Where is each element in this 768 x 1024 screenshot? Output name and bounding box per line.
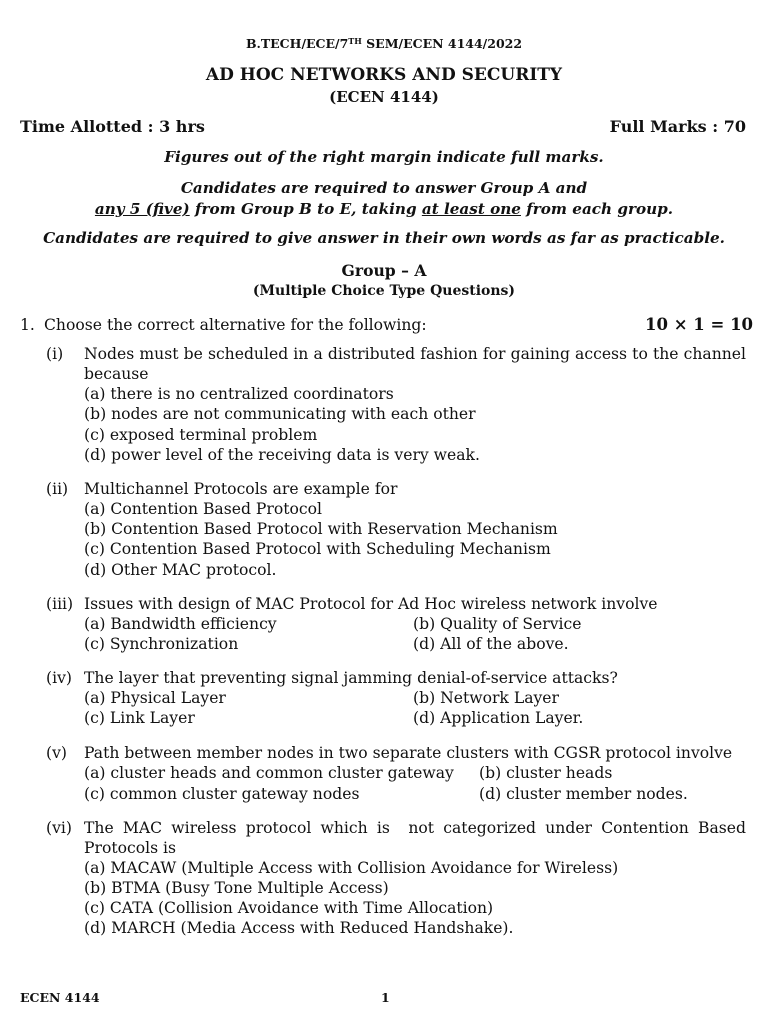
option-a: (a) Physical Layer	[84, 689, 226, 707]
option-a: (a) Bandwidth efficiency	[84, 615, 277, 633]
item-number: (iv)	[46, 669, 72, 687]
option-c: (c) Synchronization	[84, 635, 239, 653]
instruction-line-2: Candidates are required to answer Group A and	[180, 179, 588, 197]
group-title: Group – A	[341, 261, 427, 280]
paper-code	[0, 36, 768, 51]
item-number: (vi)	[46, 819, 72, 837]
option-d: (d) cluster member nodes.	[479, 785, 688, 803]
item-number: (i)	[46, 345, 64, 363]
option-c: (c) Contention Based Protocol with Scheduling Mechanism	[84, 540, 551, 558]
option-d: (d) power level of the receiving data is very weak.	[84, 446, 480, 464]
option-a: (a) cluster heads and common cluster gateway	[84, 764, 454, 782]
question-text: Choose the correct alternative for the following:	[44, 316, 427, 334]
option-d: (d) MARCH (Media Access with Reduced Handshake).	[84, 919, 514, 937]
item-question-line: Nodes must be scheduled in a distributed fashion for gaining access to the channel	[84, 345, 746, 363]
item-question-line: Issues with design of MAC Protocol for Ad Hoc wireless network involve	[84, 595, 658, 613]
time-allotted: Time Allotted : 3 hrs	[20, 117, 205, 136]
option-b: (b) Quality of Service	[413, 615, 582, 633]
option-d: (d) Other MAC protocol.	[84, 561, 277, 579]
option-b: (b) Network Layer	[413, 689, 559, 707]
option-a: (a) Contention Based Protocol	[84, 500, 322, 518]
group-subtitle: (Multiple Choice Type Questions)	[252, 283, 516, 299]
instruction-at-least-one: at least one	[421, 200, 521, 218]
option-c: (c) CATA (Collision Avoidance with Time Allocation)	[84, 899, 494, 917]
instruction-any-five: any 5 (five)	[94, 200, 190, 218]
instruction-line-3-end: from each group.	[520, 200, 674, 218]
footer-course-code: ECEN 4144	[20, 990, 100, 1005]
option-a: (a) there is no centralized coordinators	[84, 385, 394, 403]
option-d: (d) All of the above.	[413, 635, 569, 653]
option-b: (b) cluster heads	[479, 764, 613, 782]
item-number: (iii)	[46, 595, 74, 613]
paper-code-sup: TH	[348, 36, 362, 46]
item-question-line: The layer that preventing signal jamming denial-of-service attacks?	[84, 669, 618, 687]
item-number: (ii)	[46, 480, 69, 498]
option-c: (c) Link Layer	[84, 709, 195, 727]
item-number: (v)	[46, 744, 67, 762]
paper-title: AD HOC NETWORKS AND SECURITY	[205, 65, 563, 85]
option-a: (a) MACAW (Multiple Access with Collision Avoidance for Wireless)	[84, 859, 619, 877]
full-marks: Full Marks : 70	[609, 117, 746, 136]
instruction-line-3	[0, 200, 768, 218]
item-question-line: Path between member nodes in two separate clusters with CGSR protocol involve	[84, 744, 733, 762]
item-question-line: The MAC wireless protocol which is not categorized under Contention Based	[84, 819, 746, 837]
option-d: (d) Application Layer.	[413, 709, 584, 727]
instruction-line-1: Figures out of the right margin indicate full marks.	[164, 148, 604, 166]
option-c: (c) common cluster gateway nodes	[84, 785, 360, 803]
instruction-line-3-mid: from Group B to E, taking	[189, 200, 422, 218]
option-b: (b) Contention Based Protocol with Reservation Mechanism	[84, 520, 558, 538]
question-number: 1.	[20, 316, 35, 334]
option-b: (b) nodes are not communicating with each other	[84, 405, 476, 423]
instruction-line-4: Candidates are required to give answer in their own words as far as practicable.	[43, 229, 725, 247]
paper-subtitle: (ECEN 4144)	[329, 88, 439, 106]
page-number: 1	[381, 990, 390, 1005]
item-question-line: Multichannel Protocols are example for	[84, 480, 398, 498]
item-question-line: Protocols is	[84, 839, 177, 857]
paper-code-prefix: B.TECH/ECE/7	[245, 36, 349, 51]
option-c: (c) exposed terminal problem	[84, 426, 318, 444]
option-b: (b) BTMA (Busy Tone Multiple Access)	[84, 879, 389, 897]
item-question-line: because	[84, 365, 149, 383]
question-marks: 10 × 1 = 10	[645, 315, 754, 334]
paper-code-suffix: SEM/ECEN 4144/2022	[361, 36, 523, 51]
